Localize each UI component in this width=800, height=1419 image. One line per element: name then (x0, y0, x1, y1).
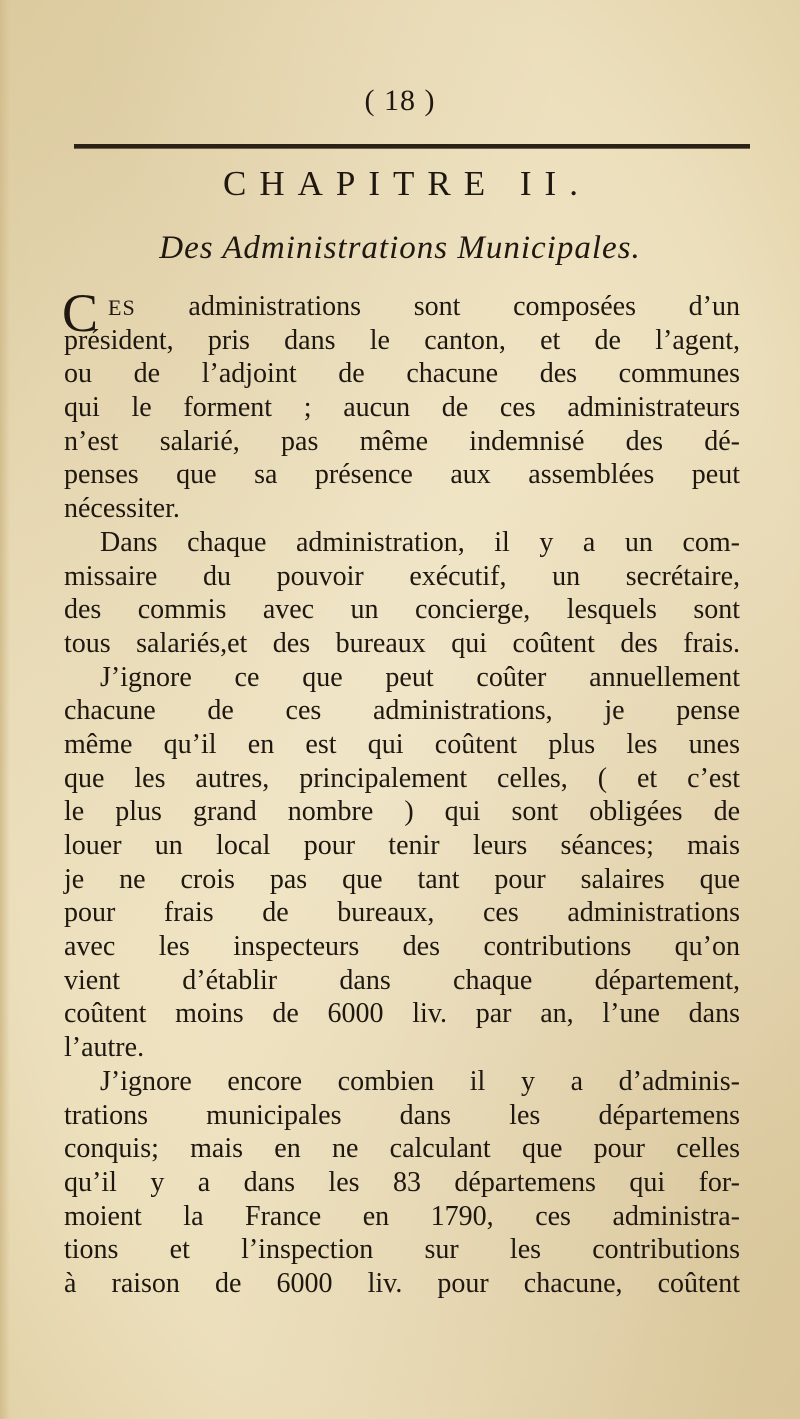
text-line: tous salariés,et des bureaux qui coûtent des frais. (64, 627, 740, 659)
text-line: qui le forment ; aucun de ces administrateurs (64, 392, 740, 424)
text-line: à raison de 6000 liv. pour chacune, coûtent (64, 1267, 740, 1299)
text-line: louer un local pour tenir leurs séances; mais (64, 830, 740, 861)
text-line: que les autres, principalement celles, ( et c’est (64, 762, 740, 794)
text-line: le plus grand nombre ) qui sont obligées de (64, 796, 740, 828)
body-text (62, 283, 740, 1301)
drop-capital: C (62, 283, 99, 343)
text-line: je ne crois pas que tant pour salaires que (64, 863, 740, 895)
text-line: chacune de ces administrations, je pense (64, 695, 740, 727)
text-line: ou de l’adjoint de chacune des communes (64, 358, 740, 390)
text-line: trations municipales dans les départemens (64, 1099, 740, 1131)
page-number: ( 18 ) (364, 84, 436, 117)
chapter-heading: CHAPITRE II. (223, 164, 591, 203)
text-line: qu’il y a dans les 83 départemens qui for- (64, 1166, 740, 1198)
text-line: Dans chaque administration, il y a un com- (100, 526, 740, 558)
chapter-subtitle: Des Administrations Municipales. (159, 230, 641, 266)
text-line: moient la France en 1790, ces administra- (64, 1200, 740, 1232)
text-line: l’autre. (64, 1032, 145, 1064)
text-line: avec les inspecteurs des contributions qu’on (64, 931, 740, 963)
page-edge-shadow (0, 0, 10, 1419)
text-line: pour frais de bureaux, ces administrations (64, 897, 740, 929)
text-line: missaire du pouvoir exécutif, un secrétaire, (64, 560, 740, 592)
text-line: président, pris dans le canton, et de l’agent, (64, 324, 740, 356)
text-line-content: administrations sont composées d’un (135, 291, 740, 322)
text-line: n’est salarié, pas même indemnisé des dé- (64, 425, 740, 457)
text-line: tions et l’inspection sur les contributions (64, 1234, 740, 1266)
small-caps-word: ES (108, 295, 136, 320)
text-line: même qu’il en est qui coûtent plus les unes (64, 728, 740, 760)
text-line: vient d’établir dans chaque département, (64, 964, 740, 996)
text-line: conquis; mais en ne calculant que pour celles (64, 1133, 740, 1165)
text-line: penses que sa présence aux assemblées peut (64, 459, 740, 491)
text-line: des commis avec un concierge, lesquels sont (64, 594, 740, 626)
text-line: coûtent moins de 6000 liv. par an, l’une dans (64, 998, 740, 1030)
text-line: J’ignore ce que peut coûter annuellement (100, 661, 740, 693)
text-line: nécessiter. (64, 493, 180, 525)
text-line: J’ignore encore combien il y a d’adminis- (100, 1065, 740, 1097)
header-rule (74, 144, 750, 149)
